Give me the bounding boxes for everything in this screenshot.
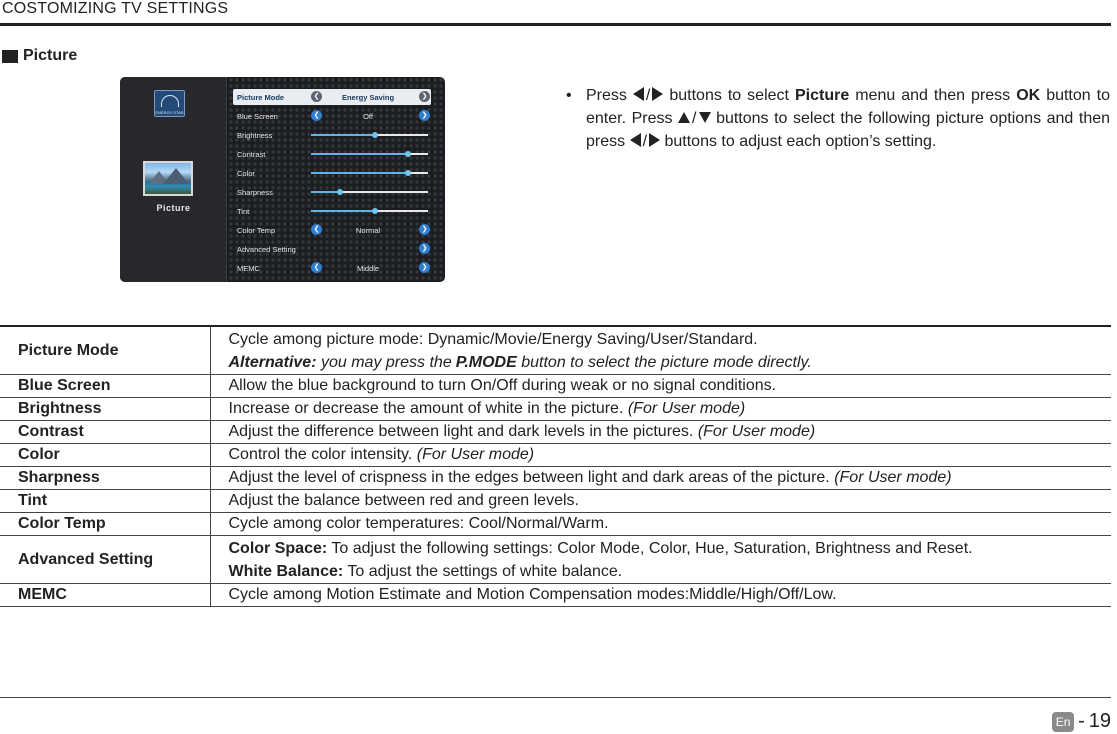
slider-knob[interactable] [372, 208, 378, 214]
settings-table [0, 325, 1111, 607]
menu-row-advanced-setting[interactable] [233, 241, 431, 257]
desc-line [229, 352, 1112, 374]
slash: / [645, 87, 651, 104]
chevron-right-icon[interactable]: ❯ [419, 91, 430, 102]
ok-keyword: OK [1016, 87, 1041, 104]
term-line: Tint [18, 492, 48, 509]
chevron-left-icon[interactable]: ❮ [311, 224, 322, 235]
term-cell [0, 513, 210, 536]
term-cell [0, 467, 210, 490]
desc-text: To adjust the settings of white balance. [347, 563, 623, 580]
menu-row-tint[interactable] [233, 203, 431, 219]
tv-menu-screenshot [120, 77, 445, 282]
white-balance-label: White Balance: [228, 563, 344, 580]
instr-text: buttons to select the following picture options and then press [586, 110, 1111, 150]
chevron-left-icon[interactable]: ❮ [311, 91, 322, 102]
term-line: Brightness [18, 400, 102, 417]
category-label: Picture [156, 203, 191, 213]
desc-cell [210, 490, 1111, 513]
desc-line [229, 398, 1112, 420]
chevron-left-icon[interactable]: ❮ [311, 110, 322, 121]
instr-text: buttons to adjust each option’s setting. [664, 133, 937, 150]
instr-text: menu and then press [855, 87, 1011, 104]
instruction-text [586, 84, 1110, 153]
term-cell [0, 444, 210, 467]
desc-line [229, 444, 1112, 466]
menu-row-memc[interactable] [233, 260, 431, 276]
section-heading [2, 47, 77, 65]
mountain-shape [163, 168, 189, 184]
term-cell [0, 398, 210, 421]
table-row [0, 326, 1111, 375]
term-cell [0, 375, 210, 398]
table-row [0, 375, 1111, 398]
page-number: 19 [1088, 710, 1111, 732]
menu-row-value: Energy Saving [341, 93, 395, 102]
instr-text: button to enter. Press [586, 87, 1111, 127]
term-line: Color Temp [18, 515, 106, 532]
term-line: Contrast [18, 423, 84, 440]
right-arrow-icon [652, 87, 663, 101]
slider-fill [311, 191, 340, 193]
alt-text: button to select the picture mode directly. [521, 354, 812, 371]
instr-text: Press [586, 87, 627, 104]
up-arrow-icon [678, 112, 690, 123]
slider-knob[interactable] [372, 132, 378, 138]
desc-text: Control the color intensity. [228, 446, 413, 463]
term-cell [0, 421, 210, 444]
menu-row-label: MEMC [237, 264, 260, 273]
term-cell: Picture Mode [0, 326, 210, 375]
contrast-slider[interactable] [311, 153, 428, 155]
desc-line: Cycle among picture mode: Dynamic/Movie/Energy Saving/User/Standard. [228, 331, 758, 348]
menu-row-label: Blue Screen [237, 112, 278, 121]
desc-line: Adjust the balance between red and green levels. [228, 492, 579, 509]
desc-text: Adjust the level of crispness in the edges between light and dark areas of the picture. [228, 469, 830, 486]
bullet: • [566, 87, 572, 104]
desc-cell [210, 444, 1111, 467]
slider-fill [311, 210, 375, 212]
desc-text: Increase or decrease the amount of white in the picture. [228, 400, 624, 417]
desc-line: Cycle among color temperatures: Cool/Normal/Warm. [228, 515, 609, 532]
term-cell [0, 490, 210, 513]
down-arrow-icon [699, 112, 711, 123]
left-arrow-icon [633, 87, 644, 101]
desc-cell [210, 421, 1111, 444]
term-cell: Advanced Setting [0, 536, 210, 584]
table-row [0, 490, 1111, 513]
menu-row-label: Contrast [237, 150, 266, 159]
chevron-right-icon[interactable]: ❯ [419, 262, 430, 273]
footer-rule [0, 697, 1111, 698]
slider-fill [311, 172, 408, 174]
table-row [0, 444, 1111, 467]
desc-cell [210, 513, 1111, 536]
desc-cell [210, 584, 1111, 607]
term-line: Sharpness [18, 469, 100, 486]
color-slider[interactable] [311, 172, 428, 174]
slider-knob[interactable] [405, 170, 411, 176]
color-space-label: Color Space: [228, 540, 328, 557]
section-title: Picture [23, 47, 78, 64]
menu-row-sharpness[interactable] [233, 184, 431, 200]
menu-row-label: Picture Mode [237, 93, 285, 102]
desc-text: Adjust the difference between light and dark levels in the pictures. [228, 423, 694, 440]
energy-star-logo-icon [154, 90, 185, 117]
table-row [0, 584, 1111, 607]
table-row [0, 513, 1111, 536]
slash: / [642, 133, 648, 150]
term-line: MEMC [18, 586, 67, 603]
term-line: Color [18, 446, 60, 463]
menu-row-color[interactable] [233, 165, 431, 181]
slider-knob[interactable] [337, 189, 343, 195]
menu-row-label: Color [237, 169, 255, 178]
menu-row-blue-screen[interactable] [233, 108, 431, 124]
desc-line [229, 536, 1112, 561]
mode-note: (For User mode) [834, 469, 952, 486]
language-badge: En [1052, 712, 1074, 732]
term-line: Blue Screen [18, 377, 111, 394]
menu-row-value: Middle [356, 264, 380, 273]
slider-fill [311, 134, 375, 136]
menu-row-value: Off [363, 112, 373, 121]
table-row [0, 421, 1111, 444]
slash: / [692, 110, 697, 127]
desc-line: Cycle among Motion Estimate and Motion Compensation modes:Middle/High/Off/Low. [228, 586, 837, 603]
page-header-title: COSTOMIZING TV SETTINGS [2, 0, 229, 17]
desc-cell [210, 326, 1111, 375]
menu-row-label: Tint [237, 207, 250, 216]
footer-dash: - [1078, 710, 1085, 732]
desc-cell [210, 536, 1111, 584]
mode-note: (For User mode) [627, 400, 746, 417]
mode-note: (For User mode) [416, 446, 535, 463]
mode-note: (For User mode) [697, 423, 816, 440]
desc-cell [210, 375, 1111, 398]
pmode-key: P.MODE [455, 354, 517, 371]
table-row [0, 467, 1111, 490]
slider-knob[interactable] [405, 151, 411, 157]
alt-text: you may press the [320, 354, 452, 371]
desc-cell [210, 467, 1111, 490]
menu-row-label: Color Temp [237, 226, 276, 235]
logo-text: ENERGY STAR [155, 110, 184, 115]
sharpness-slider[interactable] [311, 191, 428, 193]
chevron-right-icon[interactable]: ❯ [419, 243, 430, 254]
logo-arc [161, 95, 179, 107]
desc-line [229, 561, 1112, 583]
menu-row-contrast[interactable] [233, 146, 431, 162]
desc-line [229, 467, 1112, 489]
header-rule [0, 23, 1111, 26]
desc-line [229, 421, 1112, 443]
tint-slider[interactable] [311, 210, 428, 212]
alt-label: Alternative: [228, 354, 317, 371]
chevron-right-icon[interactable]: ❯ [419, 110, 430, 121]
table-row [0, 398, 1111, 421]
menu-row-color-temp[interactable] [233, 222, 431, 238]
instr-text: buttons to select [669, 87, 789, 104]
chevron-right-icon[interactable]: ❯ [419, 224, 430, 235]
term-cell [0, 584, 210, 607]
brightness-slider[interactable] [311, 134, 428, 136]
menu-row-picture-mode[interactable] [233, 89, 431, 105]
left-arrow-icon [630, 133, 641, 147]
right-arrow-icon [649, 133, 660, 147]
picture-thumbnail [143, 161, 193, 196]
slider-fill [311, 153, 408, 155]
picture-keyword: Picture [794, 87, 850, 104]
chevron-left-icon[interactable]: ❮ [311, 262, 322, 273]
menu-row-brightness[interactable] [233, 127, 431, 143]
desc-text: To adjust the following settings: Color Mode, Color, Hue, Saturation, Brightness and Reset. [331, 540, 973, 557]
menu-row-value: Normal [355, 226, 381, 235]
desc-cell [210, 398, 1111, 421]
menu-row-label: Brightness [237, 131, 273, 140]
square-bullet-icon [2, 50, 18, 63]
page-footer [1052, 710, 1111, 733]
tv-menu-sidebar [120, 77, 227, 282]
table-row [0, 536, 1111, 584]
menu-row-label: Advanced Setting [237, 245, 296, 254]
menu-row-label: Sharpness [237, 188, 273, 197]
desc-line: Allow the blue background to turn On/Off during weak or no signal conditions. [228, 377, 777, 394]
